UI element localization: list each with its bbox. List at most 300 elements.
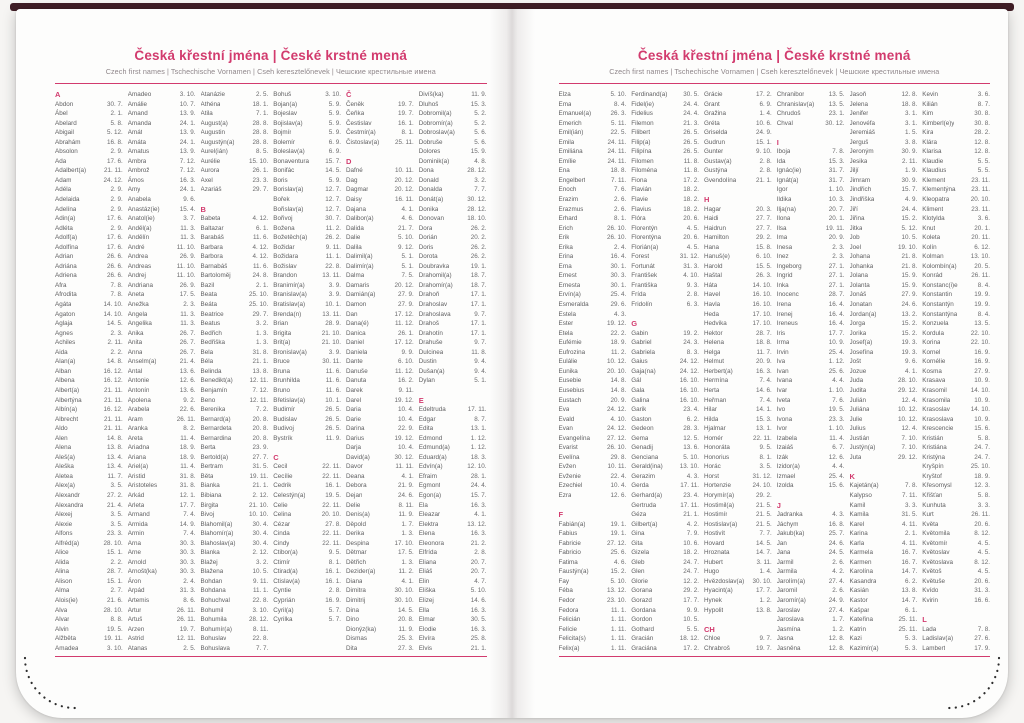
- name-day-date: 31. 8.: [179, 482, 196, 490]
- name-day-date: 20. 11.: [971, 234, 990, 242]
- name-day-date: 22. 8.: [252, 635, 269, 643]
- name-row: [419, 376, 487, 386]
- name-row: [777, 100, 845, 110]
- given-name: Grant: [704, 100, 720, 108]
- name-day-date: 15. 2.: [901, 329, 918, 337]
- name-day-date: 19. 12.: [394, 434, 414, 442]
- given-name: Jonáš: [849, 291, 867, 299]
- name-row: [128, 243, 196, 253]
- name-day-date: 1. 9.: [904, 167, 918, 175]
- name-day-date: 5. 12.: [901, 224, 918, 232]
- given-name: Donald: [418, 176, 439, 184]
- given-name: Kvído: [922, 587, 939, 595]
- given-name: Koleta: [922, 234, 941, 242]
- name-day-date: 14. 5.: [755, 539, 772, 547]
- given-name: Beno: [200, 396, 216, 404]
- name-row: [559, 138, 627, 148]
- given-name: Jiří: [849, 205, 858, 213]
- name-day-date: 5. 1.: [401, 262, 414, 270]
- given-name: Iris: [776, 329, 786, 337]
- name-row: [55, 376, 123, 386]
- name-row: [55, 100, 123, 110]
- name-day-date: 22. 6.: [179, 406, 196, 414]
- given-name: Konstanc(i)e: [922, 281, 958, 289]
- name-row: [704, 90, 772, 100]
- name-row: [704, 138, 772, 148]
- name-row: [419, 138, 487, 148]
- given-name: Hamilton: [704, 234, 729, 242]
- given-name: Kalypso: [849, 491, 872, 499]
- given-name: Ingeborg: [776, 262, 802, 270]
- name-row: [850, 644, 918, 654]
- name-row: [922, 386, 990, 396]
- given-name: Gordon: [631, 616, 653, 624]
- name-row: [559, 539, 627, 549]
- name-row: [346, 262, 414, 272]
- given-name: Boleslav(a): [273, 148, 305, 156]
- given-name: Justýn(a): [849, 444, 876, 452]
- given-name: Bruna: [273, 367, 291, 375]
- name-row: [559, 434, 627, 444]
- name-row: [128, 424, 196, 434]
- name-row: [777, 606, 845, 616]
- name-day-date: 31. 5.: [901, 511, 918, 519]
- name-day-date: 19. 7.: [179, 625, 196, 633]
- given-name: Cyntie: [273, 587, 292, 595]
- name-row: [631, 577, 699, 587]
- name-row: [777, 625, 845, 635]
- given-name: Jaroslava: [776, 616, 804, 624]
- name-row: [850, 510, 918, 520]
- name-day-date: 1. 12.: [828, 358, 845, 366]
- given-name: Borislav(a): [273, 186, 304, 194]
- name-row: [419, 176, 487, 186]
- name-day-date: 2. 6.: [832, 587, 845, 595]
- blank-row: [201, 195, 269, 205]
- name-day-date: 9. 3.: [686, 281, 699, 289]
- name-day-date: 4. 3.: [686, 472, 699, 480]
- name-row: [559, 348, 627, 358]
- name-day-date: 12. 10.: [467, 463, 487, 471]
- name-row: [346, 396, 414, 406]
- name-row: [273, 520, 341, 530]
- name-row: [850, 529, 918, 539]
- name-day-date: 4. 12.: [252, 243, 269, 251]
- name-day-date: 2. 8.: [328, 587, 341, 595]
- name-row: [55, 367, 123, 377]
- given-name: Bohumila: [200, 616, 227, 624]
- name-row: [922, 443, 990, 453]
- given-name: Chval: [776, 119, 793, 127]
- given-name: Arna: [127, 539, 142, 547]
- name-day-date: 3. 10.: [106, 644, 123, 652]
- name-row: [631, 176, 699, 186]
- name-row: [850, 109, 918, 119]
- name-day-date: 20. 6.: [974, 520, 990, 528]
- name-row: [128, 233, 196, 243]
- name-row: [559, 462, 627, 472]
- given-name: Blažej: [200, 558, 218, 566]
- name-row: [273, 491, 341, 501]
- given-name: Bertram: [200, 463, 223, 471]
- name-row: [631, 281, 699, 291]
- given-name: Čestmír(a): [346, 129, 376, 137]
- given-name: Evan: [558, 425, 573, 433]
- name-row: [922, 539, 990, 549]
- given-name: Helga: [704, 348, 721, 356]
- name-row: [419, 529, 487, 539]
- name-row: [346, 434, 414, 444]
- name-day-date: 14. 8.: [610, 377, 627, 385]
- given-name: Aleška: [55, 463, 74, 471]
- given-name: Irena: [776, 301, 792, 309]
- given-name: Forest: [631, 253, 650, 261]
- name-day-date: 28. 8.: [252, 129, 269, 137]
- name-day-date: 9. 4.: [474, 367, 487, 375]
- name-row: [55, 529, 123, 539]
- given-name: Květoslav: [922, 549, 950, 557]
- names-column: [346, 90, 414, 654]
- name-row: [777, 415, 845, 425]
- given-name: Elodie: [418, 625, 437, 633]
- name-day-date: 26. 6.: [106, 262, 123, 270]
- given-name: Filip(a): [631, 138, 651, 146]
- given-name: Edvín(a): [418, 463, 443, 471]
- name-row: [631, 243, 699, 253]
- name-day-date: 4. 10.: [610, 415, 627, 423]
- name-day-date: 16. 10.: [679, 396, 699, 404]
- name-row: [777, 319, 845, 329]
- name-day-date: 26. 1.: [397, 329, 414, 337]
- given-name: Dobruše: [418, 138, 443, 146]
- name-day-date: 21. 1.: [252, 358, 269, 366]
- name-row: [55, 138, 123, 148]
- name-row: [777, 290, 845, 300]
- given-name: Alen: [55, 434, 68, 442]
- name-day-date: 25. 6.: [828, 367, 845, 375]
- name-day-date: 5. 10.: [610, 91, 627, 98]
- given-name: Krasomil: [922, 386, 947, 394]
- name-day-date: 3. 9.: [328, 291, 341, 299]
- name-day-date: 22. 11.: [322, 530, 341, 538]
- name-day-date: 17. 1.: [470, 329, 487, 337]
- given-name: Flavie: [631, 196, 649, 204]
- given-name: Gustýna: [704, 167, 728, 175]
- name-day-date: 22. 2.: [610, 329, 627, 337]
- name-day-date: 13. 9.: [179, 110, 196, 118]
- given-name: Karmela: [849, 549, 873, 557]
- blank-row: [777, 128, 845, 138]
- given-name: Fay: [558, 577, 569, 585]
- name-day-date: 16. 10.: [679, 377, 699, 385]
- given-name: Gordana: [631, 606, 656, 614]
- name-day-date: 3. 9.: [328, 348, 341, 356]
- name-row: [346, 214, 414, 224]
- name-row: [55, 271, 123, 281]
- name-day-date: 16. 3.: [179, 176, 196, 184]
- section-letter: H: [704, 195, 710, 205]
- name-row: [346, 185, 414, 195]
- name-day-date: 22. 8.: [325, 262, 341, 270]
- name-row: [201, 185, 269, 195]
- name-row: [559, 396, 627, 406]
- name-day-date: 23. 11.: [971, 176, 990, 184]
- name-day-date: 21. 11.: [103, 386, 123, 394]
- name-row: [419, 224, 487, 234]
- name-day-date: 11. 2.: [610, 348, 627, 356]
- given-name: Krasomila: [922, 396, 951, 404]
- given-name: Astrid: [127, 635, 144, 643]
- name-day-date: 13. 12.: [467, 520, 487, 528]
- name-day-date: 17. 1.: [470, 291, 487, 299]
- given-name: Kolombín(a): [922, 262, 957, 270]
- name-day-date: 4. 12.: [252, 215, 269, 223]
- name-row: [777, 367, 845, 377]
- name-day-date: 1. 4.: [759, 110, 772, 118]
- name-row: [922, 271, 990, 281]
- given-name: Konrád: [922, 272, 943, 280]
- name-row: [922, 424, 990, 434]
- name-row: [559, 453, 627, 463]
- given-name: Kleopatra: [922, 196, 950, 204]
- name-row: [631, 348, 699, 358]
- name-day-date: 2. 12.: [252, 491, 269, 499]
- name-day-date: 24. 4.: [901, 205, 918, 213]
- name-day-date: 5. 3.: [904, 644, 918, 652]
- given-name: Afra: [55, 281, 67, 289]
- given-name: Josef(a): [849, 339, 873, 347]
- name-row: [419, 262, 487, 272]
- name-day-date: 1. 12.: [470, 434, 487, 442]
- page-title: Česká křestní jména | České krstné mená: [637, 48, 911, 63]
- name-day-date: 1. 4.: [759, 568, 772, 576]
- name-row: [419, 233, 487, 243]
- name-row: [55, 472, 123, 482]
- name-row: [559, 577, 627, 587]
- given-name: Beatus: [200, 320, 221, 328]
- name-row: [631, 596, 699, 606]
- given-name: Dona: [418, 167, 434, 175]
- name-day-date: 1. 11.: [610, 616, 627, 624]
- name-day-date: 10. 11.: [607, 463, 627, 471]
- name-day-date: 11. 6.: [252, 234, 269, 242]
- given-name: Inesa: [776, 243, 793, 251]
- name-day-date: 8. 1.: [401, 129, 414, 137]
- name-day-date: 7. 7.: [255, 644, 269, 652]
- name-row: [631, 539, 699, 549]
- name-row: [273, 252, 341, 262]
- name-row: [777, 166, 845, 176]
- given-name: Jitka: [849, 224, 863, 232]
- name-day-date: 13. 12.: [606, 587, 627, 595]
- name-day-date: 7. 7.: [474, 186, 487, 194]
- name-row: [922, 319, 990, 329]
- given-name: Květuše: [922, 577, 946, 585]
- name-row: [631, 100, 699, 110]
- name-row: [559, 367, 627, 377]
- given-name: Jindřich: [849, 186, 872, 194]
- given-name: Karel: [849, 520, 865, 528]
- name-day-date: 6. 9.: [328, 138, 341, 146]
- name-row: [201, 176, 269, 186]
- name-row: [201, 443, 269, 453]
- name-day-date: 23. 11.: [971, 186, 990, 194]
- given-name: Klára: [922, 138, 937, 146]
- name-day-date: 5. 2.: [474, 119, 487, 127]
- given-name: Kristýna: [922, 453, 945, 461]
- given-name: Erika: [558, 243, 573, 251]
- name-day-date: 2. 1.: [255, 281, 269, 289]
- given-name: Jorga: [849, 320, 866, 328]
- name-row: [704, 510, 772, 520]
- name-row: [419, 596, 487, 606]
- name-day-date: 31. 7.: [828, 176, 845, 184]
- given-name: Bojmír: [273, 129, 292, 137]
- name-day-date: 27. 1.: [828, 272, 845, 280]
- name-row: [346, 100, 414, 110]
- name-row: [777, 462, 845, 472]
- name-row: [346, 520, 414, 530]
- name-row: [631, 386, 699, 396]
- given-name: Honorius: [704, 453, 730, 461]
- name-day-date: 4. 1.: [401, 577, 414, 585]
- name-day-date: 17. 10.: [752, 320, 772, 328]
- given-name: Dezider(a): [346, 568, 376, 576]
- name-day-date: 30. 1.: [610, 262, 627, 270]
- name-row: [55, 319, 123, 329]
- name-row: [704, 462, 772, 472]
- given-name: Ivona: [776, 415, 793, 423]
- name-row: [273, 310, 341, 320]
- name-day-date: 16. 3.: [470, 606, 487, 614]
- given-name: Alice: [55, 549, 69, 557]
- name-day-date: 21. 5.: [755, 520, 772, 528]
- given-name: Kliment: [922, 205, 944, 213]
- name-row: [631, 405, 699, 415]
- name-day-date: 15. 9.: [901, 281, 918, 289]
- given-name: Artur: [127, 606, 142, 614]
- name-day-date: 10. 9.: [974, 396, 990, 404]
- name-day-date: 28. 7.: [828, 291, 845, 299]
- name-row: [922, 310, 990, 320]
- name-row: [201, 481, 269, 491]
- given-name: Hilar: [704, 406, 717, 414]
- given-name: Alena: [55, 444, 72, 452]
- given-name: Jerguš: [849, 138, 869, 146]
- given-name: Abdon: [55, 100, 74, 108]
- given-name: Alexie: [55, 520, 73, 528]
- given-name: Adelaida: [55, 196, 80, 204]
- given-name: Honoráta: [704, 444, 730, 452]
- given-name: Jan: [776, 539, 787, 547]
- name-row: [631, 338, 699, 348]
- given-name: Jenovéfa: [849, 119, 876, 127]
- name-day-date: 11. 9.: [471, 91, 487, 98]
- name-row: [128, 396, 196, 406]
- name-day-date: 6. 1.: [255, 224, 269, 232]
- given-name: Fabricio: [558, 549, 581, 557]
- given-name: Gaius: [631, 358, 648, 366]
- given-name: František: [631, 272, 658, 280]
- given-name: Igor: [776, 186, 788, 194]
- name-day-date: 31. 3.: [974, 587, 990, 595]
- name-row: [128, 271, 196, 281]
- given-name: Fiona: [631, 176, 648, 184]
- name-day-date: 1. 2.: [832, 625, 845, 633]
- given-name: Katrin: [849, 625, 866, 633]
- name-day-date: 23. 1.: [828, 110, 845, 118]
- given-name: Alfons: [55, 530, 73, 538]
- given-name: Aglaja: [55, 320, 73, 328]
- name-row: [777, 529, 845, 539]
- name-row: [55, 510, 123, 520]
- name-row: [55, 119, 123, 129]
- name-row: [346, 252, 414, 262]
- name-day-date: 18. 9.: [610, 339, 627, 347]
- given-name: Flavián: [631, 186, 652, 194]
- given-name: Darja: [346, 444, 362, 452]
- name-day-date: 7. 4.: [759, 396, 772, 404]
- name-day-date: 5. 1.: [474, 377, 487, 385]
- name-row: [55, 128, 123, 138]
- given-name: Filoména: [631, 167, 658, 175]
- name-row: [346, 357, 414, 367]
- given-name: Ezra: [558, 491, 572, 499]
- given-name: Abrahám: [55, 138, 81, 146]
- name-day-date: 5. 9.: [328, 176, 341, 184]
- name-row: [273, 462, 341, 472]
- name-day-date: 4. 1.: [401, 205, 414, 213]
- name-row: [201, 214, 269, 224]
- name-row: [346, 205, 414, 215]
- name-row: [559, 596, 627, 606]
- name-row: [128, 176, 196, 186]
- given-name: Havla: [704, 301, 721, 309]
- given-name: Donalda: [418, 186, 443, 194]
- given-name: Dan: [346, 310, 358, 318]
- given-name: Hermína: [704, 377, 729, 385]
- given-name: Agáta: [55, 301, 72, 309]
- name-row: [777, 424, 845, 434]
- name-day-date: 24. 3.: [683, 339, 699, 347]
- name-row: [201, 243, 269, 253]
- name-day-date: 29. 7.: [252, 310, 269, 318]
- given-name: Chranislav(a): [776, 100, 815, 108]
- name-row: [201, 147, 269, 157]
- name-day-date: 5. 7.: [328, 616, 341, 624]
- name-day-date: 26. 11.: [176, 606, 196, 614]
- name-day-date: 25. 10.: [970, 463, 990, 471]
- given-name: Alison: [55, 577, 73, 585]
- name-row: [419, 166, 487, 176]
- given-name: Albena: [55, 377, 75, 385]
- name-day-date: 26. 10.: [606, 234, 627, 242]
- given-name: Haštal: [704, 272, 722, 280]
- given-name: Drahomír(a): [418, 281, 453, 289]
- name-day-date: 2. 8.: [686, 291, 699, 299]
- name-day-date: 16. 9.: [325, 596, 341, 604]
- name-row: [850, 319, 918, 329]
- name-day-date: 13. 6.: [179, 367, 196, 375]
- name-row: [559, 128, 627, 138]
- name-row: [201, 501, 269, 511]
- name-row: [273, 367, 341, 377]
- name-day-date: 20. 7.: [470, 568, 487, 576]
- name-row: [704, 310, 772, 320]
- name-day-date: 24. 8.: [252, 272, 269, 280]
- given-name: Donovan: [418, 215, 444, 223]
- name-row: [704, 290, 772, 300]
